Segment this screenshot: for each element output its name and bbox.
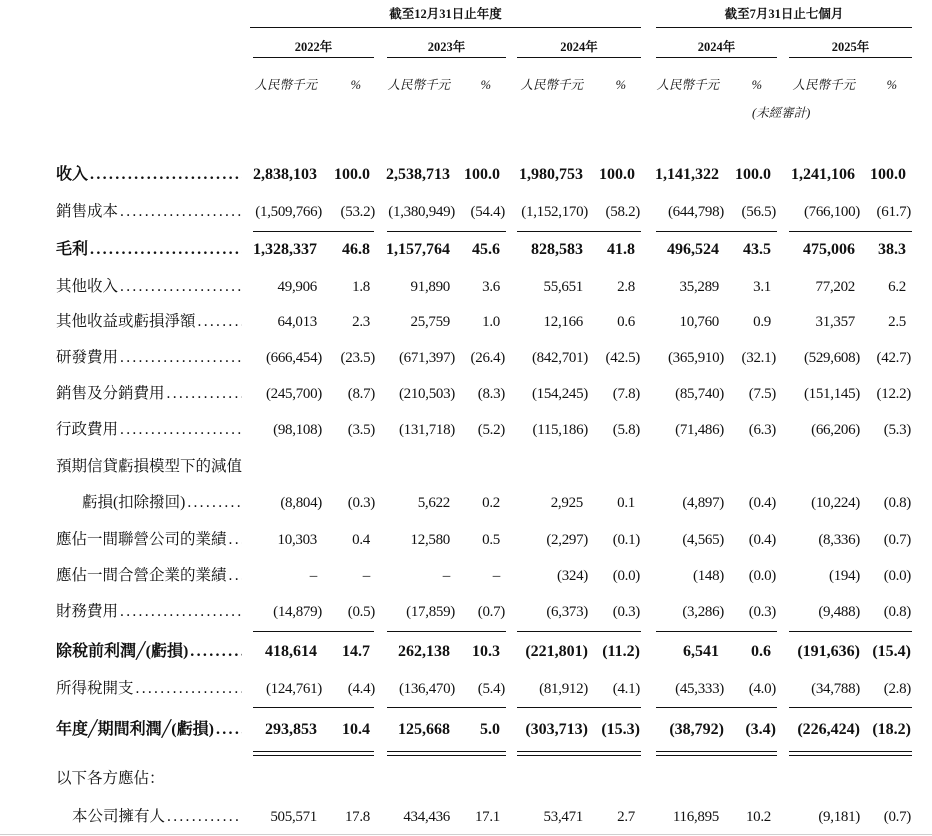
amount-cell: (2,297) <box>546 532 588 548</box>
unit-header-amount: 人民幣千元 <box>387 78 450 92</box>
percent-cell: (3.4) <box>745 721 776 738</box>
year-header-2024: 2024年 <box>560 40 598 54</box>
row-label <box>56 239 242 261</box>
row-label-text: 其他收入 <box>56 278 119 295</box>
amount-cell: 434,436 <box>403 809 450 825</box>
row-label <box>56 311 242 333</box>
amount-cell: (4,565) <box>682 532 724 548</box>
amount-cell: 6,541 <box>683 643 719 660</box>
unit-header-percent: % <box>615 78 626 92</box>
amount-cell: 12,166 <box>543 314 583 330</box>
column-double-rule <box>789 751 912 756</box>
amount-cell: (8,336) <box>818 532 860 548</box>
row-label <box>72 806 242 828</box>
percent-cell: (53.2) <box>340 204 375 220</box>
unit-header-amount: 人民幣千元 <box>254 78 317 92</box>
amount-cell: (66,206) <box>811 422 860 438</box>
row-label <box>56 347 242 369</box>
percent-cell: 38.3 <box>878 241 906 258</box>
year-header-2023: 2023年 <box>427 40 466 54</box>
percent-cell: – <box>362 568 370 584</box>
unit-header-percent: % <box>350 78 361 92</box>
column-rule <box>387 707 506 708</box>
column-rule <box>656 631 777 632</box>
amount-cell: – <box>309 568 317 584</box>
table-row <box>0 719 932 741</box>
table-row <box>0 492 932 514</box>
dot-leader <box>167 383 242 405</box>
percent-cell: (18.2) <box>872 721 911 738</box>
amount-cell: (131,718) <box>398 422 455 438</box>
unit-header-amount: 人民幣千元 <box>792 78 855 92</box>
percent-cell: 5.0 <box>480 721 500 738</box>
percent-cell: 17.8 <box>344 809 370 825</box>
amount-cell: (98,108) <box>273 422 322 438</box>
dot-leader <box>198 311 242 333</box>
percent-cell: (5.4) <box>477 681 505 697</box>
amount-cell: 116,895 <box>672 809 719 825</box>
amount-cell: 475,006 <box>803 241 855 258</box>
dot-leader <box>190 641 242 663</box>
amount-cell: 25,759 <box>410 314 450 330</box>
percent-cell: 3.1 <box>753 279 771 295</box>
column-rule <box>789 231 912 232</box>
dot-leader <box>120 347 242 369</box>
amount-cell: (324) <box>557 568 588 584</box>
table-row <box>0 601 932 623</box>
amount-cell: (191,636) <box>797 643 860 660</box>
amount-cell: (4,897) <box>682 495 724 511</box>
percent-cell: 100.0 <box>599 166 635 183</box>
amount-cell: (10,224) <box>811 495 860 511</box>
dot-leader <box>90 164 242 186</box>
amount-cell: 5,622 <box>417 495 450 511</box>
amount-cell: (17,859) <box>406 604 455 620</box>
amount-cell: 828,583 <box>531 241 583 258</box>
amount-cell: (766,100) <box>803 204 860 220</box>
amount-cell: 125,668 <box>398 721 450 738</box>
percent-cell: 0.9 <box>753 314 771 330</box>
percent-cell: (4.4) <box>347 681 375 697</box>
percent-cell: (2.8) <box>883 681 911 697</box>
percent-cell: 2.7 <box>617 809 635 825</box>
row-label <box>56 456 242 478</box>
row-label-text: 本公司擁有人 <box>72 808 166 825</box>
period-header-year-ended: 截至12月31日止年度 <box>389 7 502 21</box>
amount-cell: – <box>442 568 450 584</box>
amount-cell: (81,912) <box>539 681 588 697</box>
amount-cell: 77,202 <box>815 279 855 295</box>
percent-cell: 100.0 <box>334 166 370 183</box>
row-label-text: 所得稅開支 <box>56 680 134 697</box>
amount-cell: (14,879) <box>273 604 322 620</box>
amount-cell: (124,761) <box>265 681 322 697</box>
row-label-text: 行政費用 <box>56 421 119 438</box>
percent-cell: 3.6 <box>482 279 500 295</box>
row-label-text: 除稅前利潤╱(虧損) <box>56 643 189 660</box>
row-label-text: 毛利 <box>56 241 89 258</box>
amount-cell: (34,788) <box>811 681 860 697</box>
amount-cell: (194) <box>829 568 860 584</box>
column-rule <box>387 231 506 232</box>
amount-cell: (85,740) <box>675 386 724 402</box>
amount-cell: 53,471 <box>543 809 583 825</box>
percent-cell: (61.7) <box>876 204 911 220</box>
amount-cell: (1,380,949) <box>388 204 455 220</box>
percent-cell: 41.8 <box>607 241 635 258</box>
amount-cell: 1,980,753 <box>519 166 583 183</box>
row-label <box>56 768 242 790</box>
row-label <box>56 276 242 298</box>
row-label-text: 銷售及分銷費用 <box>56 385 165 402</box>
percent-cell: (0.3) <box>347 495 375 511</box>
table-row <box>0 768 932 790</box>
amount-cell: (1,509,766) <box>255 204 322 220</box>
row-label-text: 其他收益或虧損淨額 <box>56 313 196 330</box>
amount-cell: 262,138 <box>398 643 450 660</box>
percent-cell: (23.5) <box>340 350 375 366</box>
row-label <box>56 164 242 186</box>
column-rule <box>253 631 374 632</box>
row-label-text: 虧損(扣除撥回) <box>82 494 186 511</box>
percent-cell: 10.3 <box>472 643 500 660</box>
table-row <box>0 565 932 587</box>
percent-cell: 0.6 <box>751 643 771 660</box>
amount-cell: 64,013 <box>277 314 317 330</box>
row-label-text: 年度╱期間利潤╱(虧損) <box>56 721 214 738</box>
amount-cell: (671,397) <box>398 350 455 366</box>
row-label <box>82 492 242 514</box>
percent-cell: 43.5 <box>743 241 771 258</box>
percent-cell: (0.5) <box>347 604 375 620</box>
table-row <box>0 806 932 828</box>
amount-cell: (8,804) <box>280 495 322 511</box>
amount-cell: (151,145) <box>803 386 860 402</box>
percent-cell: 100.0 <box>735 166 771 183</box>
row-label <box>56 678 242 700</box>
column-rule <box>253 231 374 232</box>
amount-cell: 505,571 <box>270 809 317 825</box>
amount-cell: 1,157,764 <box>386 241 450 258</box>
amount-cell: (666,454) <box>265 350 322 366</box>
amount-cell: (1,152,170) <box>521 204 588 220</box>
amount-cell: (9,181) <box>818 809 860 825</box>
row-label <box>56 641 242 663</box>
dot-leader <box>216 719 242 741</box>
row-label-text: 收入 <box>56 166 89 183</box>
row-label-text: 應佔一間聯營公司的業績 <box>56 531 227 548</box>
percent-cell: (0.4) <box>748 495 776 511</box>
amount-cell: (245,700) <box>265 386 322 402</box>
column-rule <box>656 231 777 232</box>
amount-cell: (136,470) <box>398 681 455 697</box>
row-label <box>56 419 242 441</box>
amount-cell: 55,651 <box>543 279 583 295</box>
percent-cell: (4.1) <box>612 681 640 697</box>
amount-cell: 1,241,106 <box>791 166 855 183</box>
row-label-text: 應佔一間合營企業的業績 <box>56 567 227 584</box>
percent-cell: 0.1 <box>617 495 635 511</box>
percent-cell: (0.7) <box>477 604 505 620</box>
table-row <box>0 456 932 478</box>
amount-cell: (303,713) <box>525 721 588 738</box>
row-label <box>56 529 242 551</box>
amount-cell: (842,701) <box>531 350 588 366</box>
amount-cell: 12,580 <box>410 532 450 548</box>
amount-cell: (226,424) <box>797 721 860 738</box>
percent-cell: 10.2 <box>745 809 771 825</box>
column-double-rule <box>387 751 506 756</box>
row-label-text: 銷售成本 <box>56 203 119 220</box>
percent-cell: (0.0) <box>748 568 776 584</box>
amount-cell: (148) <box>693 568 724 584</box>
amount-cell: 2,925 <box>550 495 583 511</box>
year-header-2022: 2022年 <box>294 40 333 54</box>
amount-cell: 10,760 <box>679 314 719 330</box>
dot-leader <box>90 239 242 261</box>
amount-cell: (38,792) <box>669 721 724 738</box>
table-row <box>0 239 932 261</box>
percent-cell: 46.8 <box>342 241 370 258</box>
percent-cell: (8.7) <box>347 386 375 402</box>
percent-cell: (6.3) <box>748 422 776 438</box>
table-row <box>0 201 932 223</box>
amount-cell: (210,503) <box>398 386 455 402</box>
year-header-2025-seven-months: 2025年 <box>831 40 870 54</box>
amount-cell: 293,853 <box>265 721 317 738</box>
column-rule <box>517 231 641 232</box>
percent-cell: (0.0) <box>883 568 911 584</box>
unaudited-note: (未經審計) <box>752 106 811 120</box>
period-header-seven-months: 截至7月31日止七個月 <box>724 7 844 21</box>
column-rule <box>789 707 912 708</box>
percent-cell: (42.7) <box>876 350 911 366</box>
percent-cell: (4.0) <box>748 681 776 697</box>
row-label <box>56 601 242 623</box>
column-rule <box>789 631 912 632</box>
dot-leader <box>136 678 242 700</box>
percent-cell: 0.6 <box>617 314 635 330</box>
percent-cell: 100.0 <box>464 166 500 183</box>
percent-cell: (7.8) <box>612 386 640 402</box>
dot-leader <box>120 601 242 623</box>
year-header-2024-seven-months: 2024年 <box>697 40 736 54</box>
amount-cell: 91,890 <box>410 279 450 295</box>
percent-cell: (26.4) <box>470 350 505 366</box>
percent-cell: (11.2) <box>602 643 640 660</box>
row-label-text: 以下各方應佔： <box>56 770 165 787</box>
table-row <box>0 529 932 551</box>
table-row <box>0 419 932 441</box>
percent-cell: (58.2) <box>605 204 640 220</box>
amount-cell: (154,245) <box>531 386 588 402</box>
table-row <box>0 678 932 700</box>
percent-cell: 45.6 <box>472 241 500 258</box>
dot-leader <box>229 565 242 587</box>
percent-cell: 1.0 <box>482 314 500 330</box>
unit-header-amount: 人民幣千元 <box>656 78 719 92</box>
column-double-rule <box>517 751 641 756</box>
amount-cell: 2,538,713 <box>386 166 450 183</box>
amount-cell: 35,289 <box>679 279 719 295</box>
percent-cell: (0.7) <box>883 532 911 548</box>
amount-cell: 10,303 <box>277 532 317 548</box>
dot-leader <box>120 201 242 223</box>
row-label <box>56 383 242 405</box>
percent-cell: (12.2) <box>876 386 911 402</box>
unit-header-percent: % <box>480 78 491 92</box>
unit-header-amount: 人民幣千元 <box>520 78 583 92</box>
percent-cell: 2.5 <box>888 314 906 330</box>
percent-cell: (15.4) <box>872 643 911 660</box>
column-rule <box>517 631 641 632</box>
percent-cell: (8.3) <box>477 386 505 402</box>
amount-cell: 31,357 <box>815 314 855 330</box>
percent-cell: 2.8 <box>617 279 635 295</box>
percent-cell: (5.3) <box>883 422 911 438</box>
percent-cell: 0.5 <box>482 532 500 548</box>
percent-cell: 14.7 <box>342 643 370 660</box>
column-rule <box>517 707 641 708</box>
dot-leader <box>120 419 242 441</box>
percent-cell: (56.5) <box>741 204 776 220</box>
amount-cell: (115,186) <box>532 422 588 438</box>
percent-cell: (0.3) <box>748 604 776 620</box>
dot-leader <box>120 276 242 298</box>
percent-cell: (15.3) <box>601 721 640 738</box>
percent-cell: (0.7) <box>883 809 911 825</box>
percent-cell: (54.4) <box>470 204 505 220</box>
row-label-text: 研發費用 <box>56 349 119 366</box>
percent-cell: 2.3 <box>352 314 370 330</box>
row-label <box>56 201 242 223</box>
row-label <box>56 565 242 587</box>
amount-cell: (221,801) <box>525 643 588 660</box>
amount-cell: (644,798) <box>667 204 724 220</box>
percent-cell: (42.5) <box>605 350 640 366</box>
amount-cell: (9,488) <box>818 604 860 620</box>
percent-cell: (0.0) <box>612 568 640 584</box>
amount-cell: (365,910) <box>667 350 724 366</box>
percent-cell: – <box>492 568 500 584</box>
amount-cell: 418,614 <box>265 643 317 660</box>
page-edge-line <box>0 834 932 835</box>
percent-cell: (0.4) <box>748 532 776 548</box>
amount-cell: (71,486) <box>675 422 724 438</box>
dot-leader <box>187 492 242 514</box>
percent-cell: (3.5) <box>347 422 375 438</box>
table-row <box>0 164 932 186</box>
percent-cell: (0.1) <box>612 532 640 548</box>
percent-cell: (0.8) <box>883 604 911 620</box>
percent-cell: (5.8) <box>612 422 640 438</box>
table-row <box>0 276 932 298</box>
column-rule <box>387 631 506 632</box>
percent-cell: 1.8 <box>352 279 370 295</box>
unit-header-percent: % <box>751 78 762 92</box>
row-label-text: 預期信貸虧損模型下的減值 <box>56 458 243 475</box>
dot-leader <box>167 806 242 828</box>
column-rule <box>253 707 374 708</box>
percent-cell: (0.3) <box>612 604 640 620</box>
percent-cell: 0.4 <box>352 532 370 548</box>
amount-cell: (6,373) <box>546 604 588 620</box>
row-label <box>56 719 242 741</box>
table-row <box>0 383 932 405</box>
table-row <box>0 641 932 663</box>
table-row <box>0 347 932 369</box>
table-row <box>0 311 932 333</box>
column-double-rule <box>656 751 777 756</box>
percent-cell: 100.0 <box>870 166 906 183</box>
amount-cell: (529,608) <box>803 350 860 366</box>
percent-cell: (32.1) <box>741 350 776 366</box>
percent-cell: 17.1 <box>474 809 500 825</box>
percent-cell: (5.2) <box>477 422 505 438</box>
amount-cell: 49,906 <box>277 279 317 295</box>
percent-cell: (0.8) <box>883 495 911 511</box>
amount-cell: 1,328,337 <box>253 241 317 258</box>
unit-header-percent: % <box>886 78 897 92</box>
amount-cell: 1,141,322 <box>655 166 719 183</box>
amount-cell: (3,286) <box>682 604 724 620</box>
percent-cell: (7.5) <box>748 386 776 402</box>
row-label-text: 財務費用 <box>56 603 119 620</box>
amount-cell: (45,333) <box>675 681 724 697</box>
column-rule <box>656 707 777 708</box>
dot-leader <box>229 529 242 551</box>
column-double-rule <box>253 751 374 756</box>
amount-cell: 496,524 <box>667 241 719 258</box>
percent-cell: 6.2 <box>888 279 906 295</box>
percent-cell: 10.4 <box>342 721 370 738</box>
amount-cell: 2,838,103 <box>253 166 317 183</box>
percent-cell: 0.2 <box>482 495 500 511</box>
